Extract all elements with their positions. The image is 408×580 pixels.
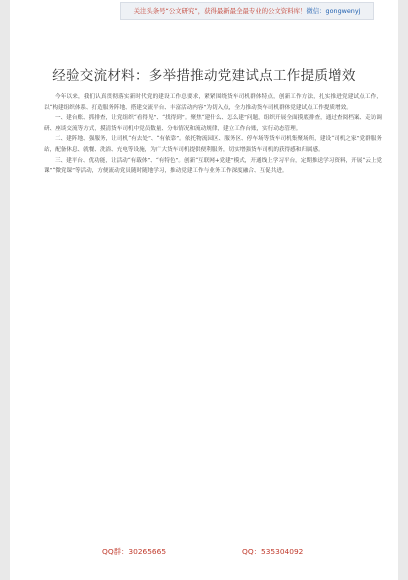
qq-number: QQ：535304092 [242, 547, 304, 556]
paragraph: 今年以来，我们认真贯彻落实新时代党的建设工作总要求，紧紧围绕货车司机群体特点，创新工作方法，扎实推进党建试点工作，以“构建组织体系、打造服务阵地、搭建交流平台、丰富活动内容”为切入点，全力推动货车司机群体党建试点工作提质增效。 [44, 94, 382, 111]
qq-group: QQ群：30265665 [102, 547, 167, 556]
paragraph: 二、建阵地、强服务，让司机“有去处”、“有依靠”。依托物流园区、服务区、停车场等货车司机集聚场所，建设“司机之家”党群服务站，配备休息、就餐、洗浴、充电等设施，为广大货车司机提供便利服务，切实增强货车司机的获得感和归属感。 [44, 136, 382, 153]
contact-footer [10, 546, 398, 558]
paragraph: 一、建台账、抓排查，让党组织“看得见”、“找得到”。聚焦“建什么、怎么建”问题，组织开展全面摸底排查，通过查阅档案、走访调研、座谈交流等方式，摸清货车司机中党员数量、分布情况和流动规律，建立工作台账，实行动态管理。 [44, 115, 382, 132]
banner-text: 关注头条号“公文研究”，获得最新最全最专业的公文资料库！ [133, 7, 307, 15]
promo-banner [120, 2, 374, 20]
paragraph: 三、建平台、优功能，让活动“有载体”、“有特色”。创新“互联网+党建”模式，开通线上学习平台，定期推送学习资料，开展“云上党课”“微党课”等活动，方便流动党员随时随地学习，推动党建工作与业务工作深度融合、互促共进。 [44, 157, 382, 175]
banner-wechat-label: 微信： [306, 7, 326, 15]
document-title: 经验交流材料：多举措推动党建试点工作提质增效 [52, 68, 356, 84]
document-body [44, 92, 382, 177]
document-page [10, 0, 398, 580]
banner-wechat-id: gongwenyj [325, 7, 361, 15]
